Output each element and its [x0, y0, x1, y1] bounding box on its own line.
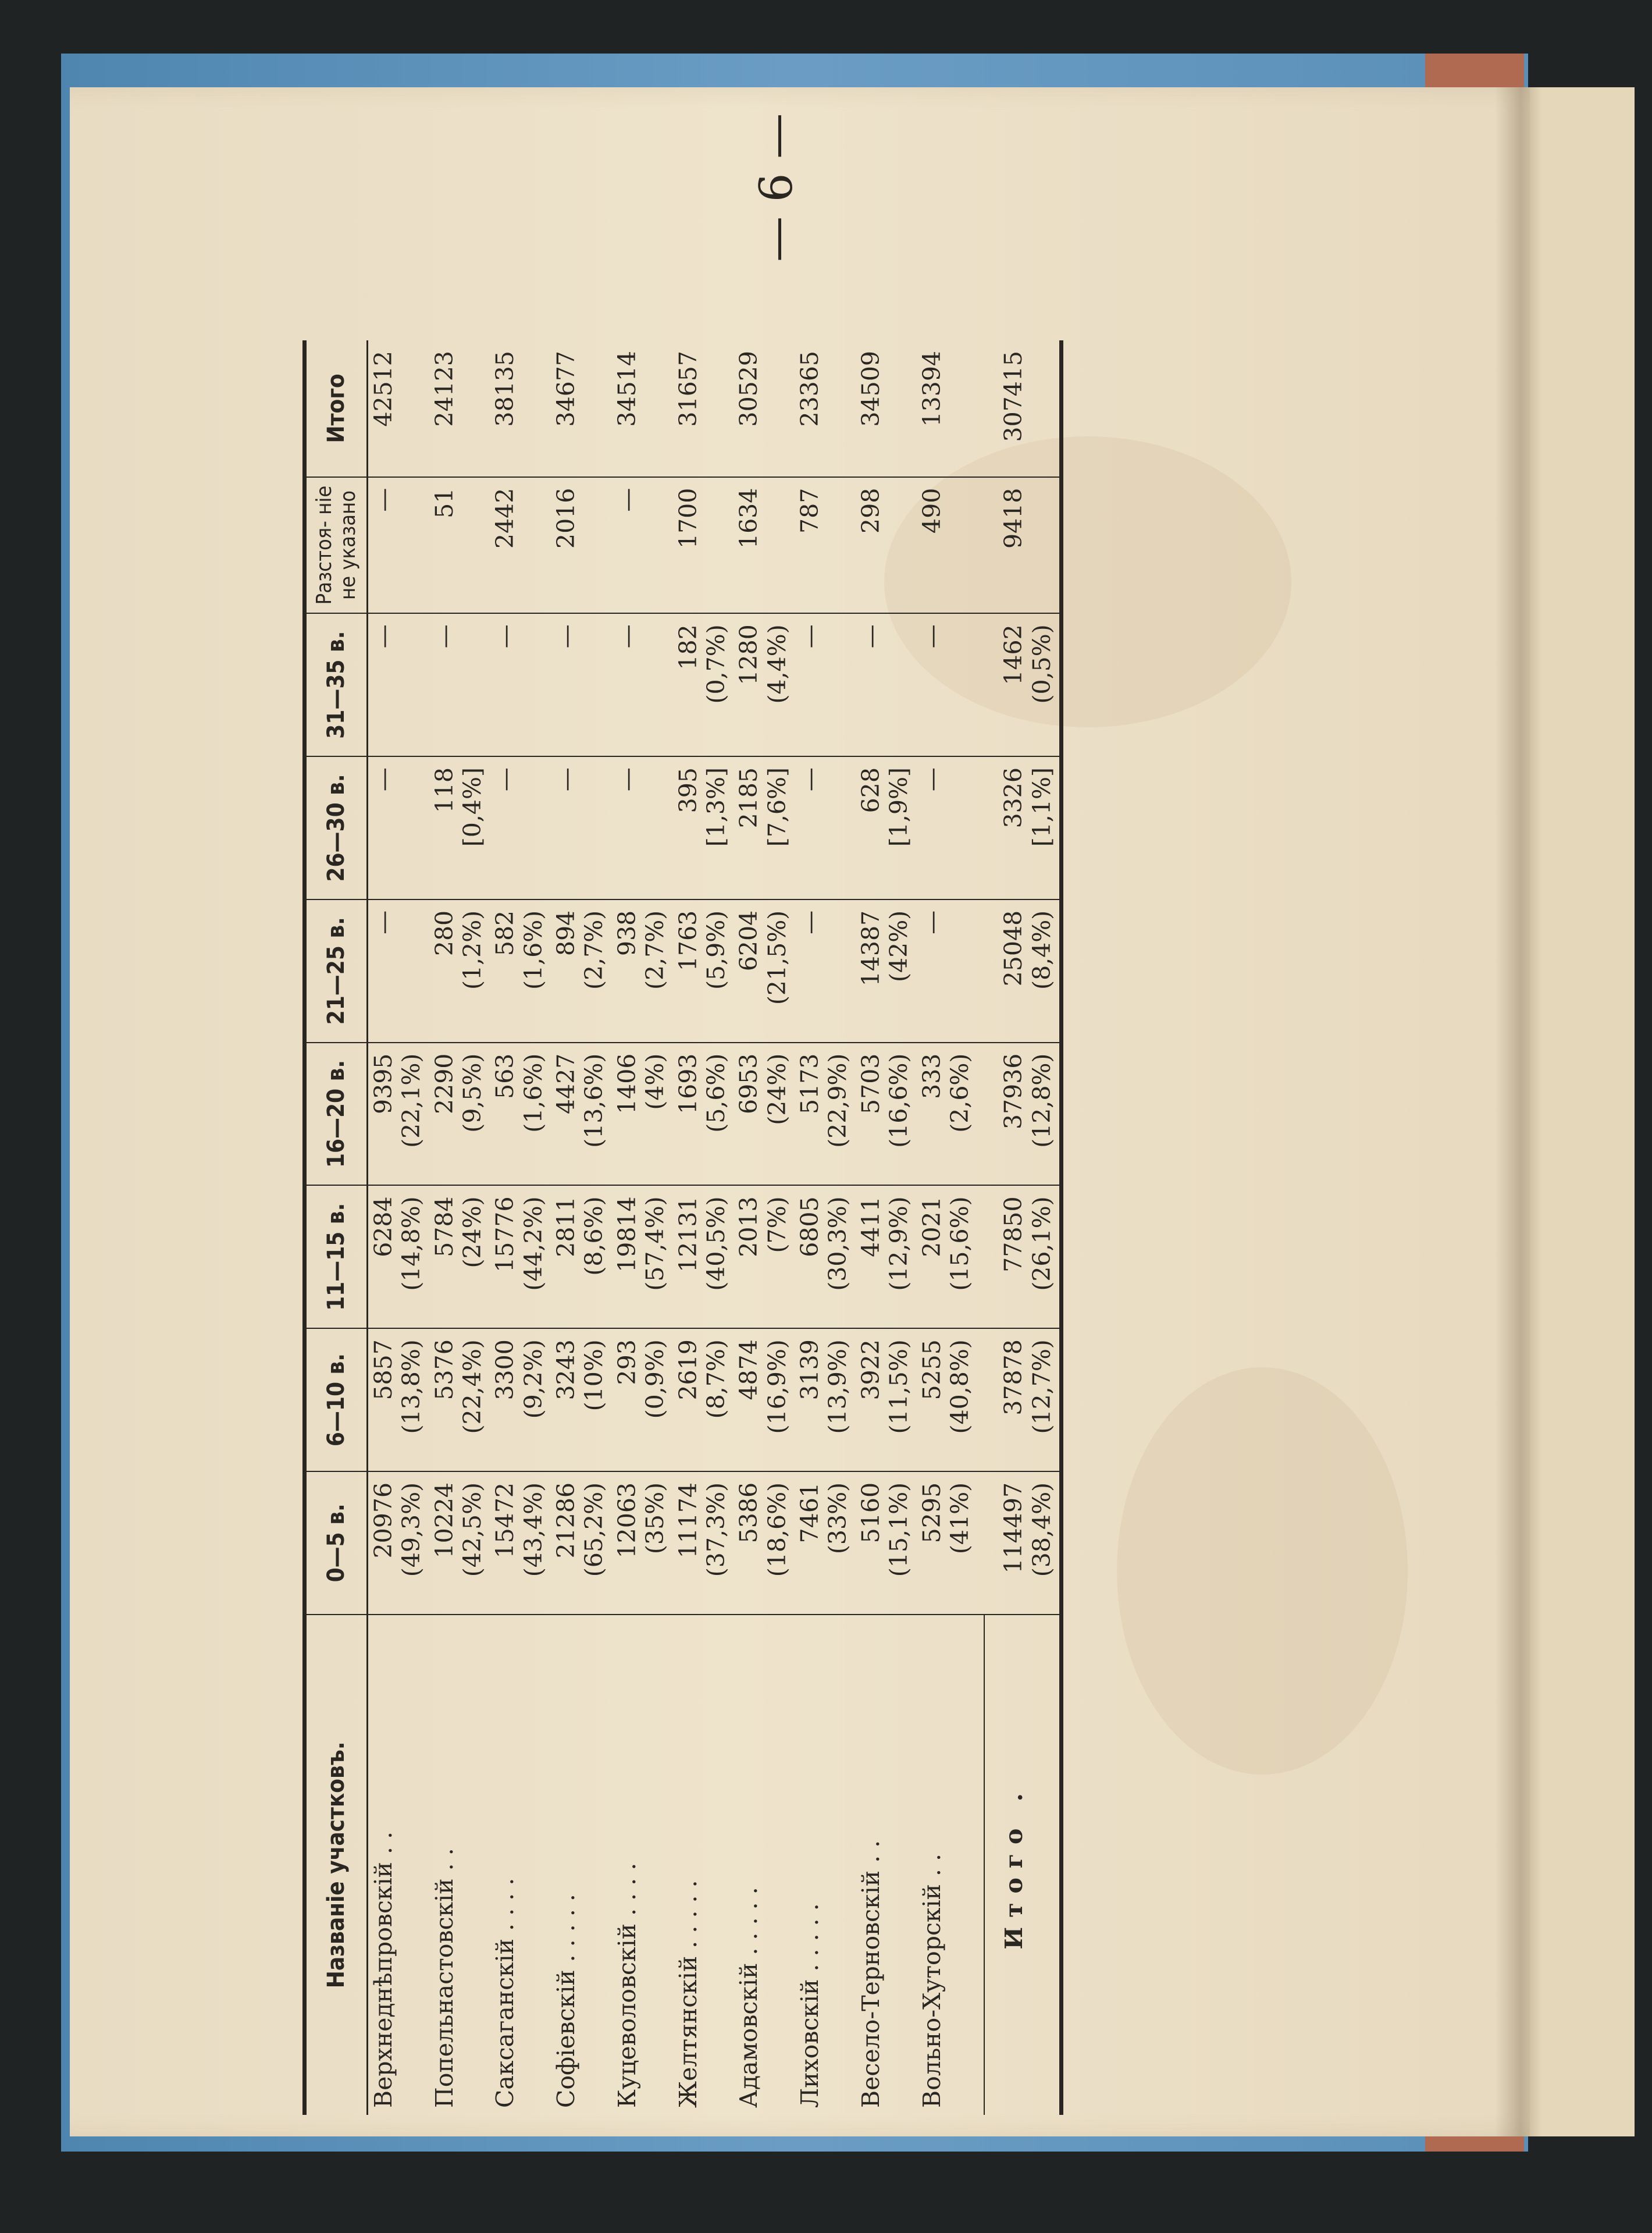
range-cell: [429, 1043, 490, 1186]
cell-value: 3300: [491, 1339, 519, 1400]
cell-percent: (15,6%): [945, 1196, 974, 1291]
range-cell: [367, 1471, 429, 1615]
table-row: [673, 340, 734, 2115]
header-range-5: 21—25 в.: [305, 899, 368, 1043]
unknown-cell: 787: [795, 477, 856, 614]
header-unknown: Разстоя- ніе не указано: [305, 477, 368, 614]
cell-value: —: [430, 624, 458, 649]
cell-value: 3139: [796, 1339, 824, 1400]
cell-value: —: [917, 624, 946, 649]
range-cell: [490, 1328, 551, 1471]
cell-value: 6953: [735, 1053, 763, 1114]
range-total-cell: [984, 1471, 1059, 1615]
unknown-cell: 298: [856, 477, 917, 614]
range-cell: [673, 613, 734, 756]
total-cell: 30529: [734, 340, 795, 477]
range-total-cell: [984, 1043, 1059, 1186]
range-cell: [673, 1328, 734, 1471]
district-name: Адамовскій . . . . .: [735, 1887, 763, 2108]
cell-value: 10224: [430, 1482, 458, 1559]
cell-value: 12063: [613, 1482, 641, 1559]
unknown-total-cell: 9418: [984, 477, 1059, 614]
header-range-4: 16—20 в.: [305, 1043, 368, 1186]
total-cell: 42512: [367, 340, 429, 477]
cell-value: 628: [856, 767, 885, 813]
table-bottom-rule: [1059, 340, 1063, 2115]
total-cell: 34514: [612, 340, 673, 477]
cell-percent: [7,6%]: [763, 767, 791, 847]
cell-value: 1693: [674, 1053, 702, 1114]
cell-value: 2021: [917, 1196, 946, 1257]
unknown-cell: 1634: [734, 477, 795, 614]
cell-value: 5295: [917, 1482, 946, 1544]
cell-value: 4874: [735, 1339, 763, 1400]
cell-value: 5255: [917, 1339, 946, 1400]
cell-value: 5386: [735, 1482, 763, 1544]
table-row: [367, 340, 429, 2115]
cell-percent: (12,8%): [1027, 1053, 1056, 1148]
range-cell: [917, 1471, 985, 1615]
range-cell: [551, 899, 612, 1043]
range-cell: [673, 756, 734, 899]
table-row: [551, 340, 612, 2115]
range-cell: [917, 613, 985, 756]
cell-percent: (5,6%): [702, 1053, 730, 1133]
district-name: Лиховскій . . . . .: [796, 1903, 824, 2108]
cell-percent: (38,4%): [1027, 1482, 1056, 1577]
cell-value: —: [917, 767, 946, 792]
range-cell: [856, 756, 917, 899]
cell-value: 37878: [999, 1339, 1028, 1416]
cell-value: —: [369, 624, 397, 649]
table-row: [612, 340, 673, 2115]
range-cell: [795, 1043, 856, 1186]
cell-percent: (4,4%): [763, 624, 791, 704]
cell-value: 37936: [999, 1053, 1028, 1130]
cell-percent: (21,5%): [763, 910, 791, 1005]
range-cell: [734, 1043, 795, 1186]
range-cell: [856, 899, 917, 1043]
range-cell: [429, 613, 490, 756]
range-cell: [795, 1471, 856, 1615]
header-total: Итого: [305, 340, 368, 477]
unknown-cell: 2442: [490, 477, 551, 614]
range-total-cell: [984, 899, 1059, 1043]
total-cell: 34509: [856, 340, 917, 477]
range-cell: [795, 613, 856, 756]
cell-value: 293: [613, 1339, 641, 1385]
range-cell: [490, 1471, 551, 1615]
cell-percent: (24%): [763, 1053, 791, 1125]
cell-value: 7461: [796, 1482, 824, 1544]
cell-percent: (22,9%): [824, 1053, 852, 1148]
header-range-2: 6—10 в.: [305, 1328, 368, 1471]
cell-value: 1462: [999, 624, 1028, 685]
range-total-cell: [984, 1185, 1059, 1328]
range-cell: [856, 1328, 917, 1471]
range-cell: [734, 1328, 795, 1471]
district-name: Верхнеднѣпровскій . .: [369, 1831, 397, 2108]
range-cell: [917, 899, 985, 1043]
cell-value: 1763: [674, 910, 702, 972]
range-total-cell: [984, 613, 1059, 756]
unknown-cell: 2016: [551, 477, 612, 614]
cell-percent: (18,6%): [763, 1482, 791, 1577]
cell-value: 938: [613, 910, 641, 957]
total-cell: 34677: [551, 340, 612, 477]
cell-percent: (10%): [580, 1339, 608, 1411]
cell-value: 77850: [999, 1196, 1028, 1272]
cell-percent: (12,9%): [885, 1196, 913, 1291]
cell-value: —: [552, 624, 581, 649]
cell-percent: (8,4%): [1027, 910, 1056, 990]
header-range-1: 0—5 в.: [305, 1471, 368, 1615]
cell-value: 2290: [430, 1053, 458, 1114]
cell-value: 582: [491, 910, 519, 957]
total-cell: 31657: [673, 340, 734, 477]
range-cell: [612, 899, 673, 1043]
cell-percent: (14,8%): [397, 1196, 426, 1291]
cell-value: 5857: [369, 1339, 397, 1400]
table-row: [734, 340, 795, 2115]
range-cell: [429, 1328, 490, 1471]
range-cell: [612, 1185, 673, 1328]
cell-value: 114497: [999, 1482, 1028, 1574]
cell-value: 2619: [674, 1339, 702, 1400]
cell-value: 9395: [369, 1053, 397, 1114]
district-name: Весело-Терновскій . .: [856, 1840, 885, 2108]
cell-value: 118: [430, 767, 458, 813]
cell-value: 5160: [856, 1482, 885, 1544]
total-cell: 38135: [490, 340, 551, 477]
cell-percent: (40,8%): [945, 1339, 974, 1434]
range-cell: [673, 1043, 734, 1186]
cell-value: 395: [674, 767, 702, 813]
cell-percent: (8,7%): [702, 1339, 730, 1419]
range-cell: [917, 1043, 985, 1186]
cell-value: 3243: [552, 1339, 581, 1400]
district-name: Саксаганскій . . . .: [491, 1878, 519, 2108]
cell-percent: (0,9%): [641, 1339, 670, 1419]
district-name: Куцеволовскій . . . .: [613, 1862, 641, 2108]
cell-value: 6204: [735, 910, 763, 972]
total-cell: 24123: [429, 340, 490, 477]
cell-percent: (43,4%): [519, 1482, 547, 1577]
cell-percent: (13,8%): [397, 1339, 426, 1434]
range-cell: [367, 613, 429, 756]
cell-value: 894: [552, 910, 581, 957]
cell-percent: (8,6%): [580, 1196, 608, 1276]
cell-value: 2013: [735, 1196, 763, 1257]
range-cell: [367, 899, 429, 1043]
range-cell: [612, 1328, 673, 1471]
table-header-row: [305, 340, 368, 2115]
range-cell: [917, 1328, 985, 1471]
total-label: Итого .: [984, 1615, 1059, 2115]
total-cell: 23365: [795, 340, 856, 477]
cell-value: 15472: [491, 1482, 519, 1559]
cell-percent: (16,6%): [885, 1053, 913, 1148]
range-cell: [734, 756, 795, 899]
range-cell: [490, 1185, 551, 1328]
cell-value: 12131: [674, 1196, 702, 1272]
cell-percent: [1,9%]: [885, 767, 913, 847]
range-cell: [551, 756, 612, 899]
cell-percent: (9,2%): [519, 1339, 547, 1419]
cell-percent: (2,7%): [580, 910, 608, 990]
header-range-7: 31—35 в.: [305, 613, 368, 756]
range-cell: [551, 613, 612, 756]
cell-value: —: [796, 767, 824, 792]
cell-percent: (13,6%): [580, 1053, 608, 1148]
cell-percent: (22,4%): [458, 1339, 486, 1434]
cell-percent: (41%): [945, 1482, 974, 1555]
range-total-cell: [984, 756, 1059, 899]
cell-value: 1280: [735, 624, 763, 685]
cell-percent: (4%): [641, 1053, 670, 1110]
cell-value: 20976: [369, 1482, 397, 1559]
range-cell: [490, 756, 551, 899]
cell-percent: (35%): [641, 1482, 670, 1555]
cell-value: 21286: [552, 1482, 581, 1559]
range-cell: [490, 613, 551, 756]
unknown-cell: —: [367, 477, 429, 614]
cell-value: 5173: [796, 1053, 824, 1114]
range-cell: [429, 756, 490, 899]
cell-value: 15776: [491, 1196, 519, 1272]
range-cell: [490, 1043, 551, 1186]
range-cell: [612, 1043, 673, 1186]
cell-percent: (1,6%): [519, 1053, 547, 1133]
cell-percent: (16,9%): [763, 1339, 791, 1434]
cell-value: 182: [674, 624, 702, 670]
district-name: Попельнастовскій . .: [430, 1848, 458, 2108]
grand-total-cell: 307415: [984, 340, 1059, 477]
range-cell: [367, 756, 429, 899]
cell-value: —: [369, 910, 397, 934]
range-cell: [795, 756, 856, 899]
cell-percent: (1,2%): [458, 910, 486, 990]
cell-value: 3326: [999, 767, 1028, 829]
range-cell: [795, 1185, 856, 1328]
cell-value: 1406: [613, 1053, 641, 1114]
cell-value: 333: [917, 1053, 946, 1099]
unknown-cell: 1700: [673, 477, 734, 614]
range-cell: [795, 899, 856, 1043]
cell-percent: (12,7%): [1027, 1339, 1056, 1434]
district-name: Желтянскій . . . . .: [674, 1880, 702, 2108]
cell-value: —: [552, 767, 581, 792]
cell-percent: (13,9%): [824, 1339, 852, 1434]
cell-value: 6805: [796, 1196, 824, 1257]
cell-percent: (40,5%): [702, 1196, 730, 1291]
cell-value: 4427: [552, 1053, 581, 1114]
range-cell: [367, 1328, 429, 1471]
header-range-6: 26—30 в.: [305, 756, 368, 899]
range-cell: [673, 899, 734, 1043]
range-cell: [856, 1185, 917, 1328]
cell-value: —: [369, 767, 397, 792]
cell-percent: (2,7%): [641, 910, 670, 990]
range-cell: [612, 756, 673, 899]
facing-page: [1530, 87, 1635, 2136]
cell-percent: (26,1%): [1027, 1196, 1056, 1291]
cell-percent: (42,5%): [458, 1482, 486, 1577]
cell-percent: (1,6%): [519, 910, 547, 990]
cell-value: 5784: [430, 1196, 458, 1257]
table-row: [429, 340, 490, 2115]
total-cell: 13394: [917, 340, 985, 477]
range-cell: [673, 1185, 734, 1328]
cell-value: 563: [491, 1053, 519, 1099]
cell-percent: [1,3%]: [702, 767, 730, 847]
table-row: [917, 340, 985, 2115]
cell-value: —: [613, 624, 641, 649]
cell-percent: (37,3%): [702, 1482, 730, 1577]
range-cell: [429, 899, 490, 1043]
unknown-cell: 51: [429, 477, 490, 614]
cell-value: —: [796, 624, 824, 649]
rotated-content: [302, 340, 1402, 2115]
cell-value: 14387: [856, 910, 885, 987]
total-row: [984, 340, 1059, 2115]
range-cell: [673, 1471, 734, 1615]
range-cell: [551, 1328, 612, 1471]
cell-value: —: [917, 910, 946, 934]
district-name: Вольно-Хуторскій . .: [917, 1853, 946, 2108]
cell-percent: (9,5%): [458, 1053, 486, 1133]
cell-percent: (22,1%): [397, 1053, 426, 1148]
header-name: Названіе участковъ.: [322, 1741, 350, 1989]
cell-value: 19814: [613, 1196, 641, 1272]
range-cell: [856, 1043, 917, 1186]
distance-stats-table: [302, 340, 1059, 2115]
range-cell: [612, 1471, 673, 1615]
range-cell: [917, 1185, 985, 1328]
cell-value: 5376: [430, 1339, 458, 1400]
cell-value: 25048: [999, 910, 1028, 987]
range-cell: [490, 899, 551, 1043]
range-cell: [551, 1471, 612, 1615]
cell-percent: (2,6%): [945, 1053, 974, 1133]
cell-value: 11174: [674, 1482, 702, 1559]
range-cell: [734, 899, 795, 1043]
cell-percent: (65,2%): [580, 1482, 608, 1577]
cell-percent: (42%): [885, 910, 913, 982]
unknown-cell: 490: [917, 477, 985, 614]
cell-value: 4411: [856, 1196, 885, 1257]
cell-value: —: [613, 767, 641, 792]
cell-percent: (7%): [763, 1196, 791, 1253]
page-gutter: [1495, 87, 1541, 2136]
cell-percent: [1,1%]: [1027, 767, 1056, 847]
cell-percent: (24%): [458, 1196, 486, 1268]
cell-value: —: [856, 624, 885, 649]
range-cell: [734, 613, 795, 756]
cell-value: 2185: [735, 767, 763, 829]
range-cell: [795, 1328, 856, 1471]
district-name: Софіевскій . . . . .: [552, 1894, 581, 2108]
page-number: — 6 —: [750, 113, 803, 262]
cell-value: 3922: [856, 1339, 885, 1400]
cell-percent: (30,3%): [824, 1196, 852, 1291]
range-cell: [367, 1043, 429, 1186]
cell-percent: (15,1%): [885, 1482, 913, 1577]
cell-percent: (0,7%): [702, 624, 730, 704]
header-range-3: 11—15 в.: [305, 1185, 368, 1328]
range-total-cell: [984, 1328, 1059, 1471]
range-cell: [734, 1185, 795, 1328]
range-cell: [612, 613, 673, 756]
range-cell: [429, 1471, 490, 1615]
range-cell: [429, 1185, 490, 1328]
range-cell: [367, 1185, 429, 1328]
range-cell: [734, 1471, 795, 1615]
table-row: [490, 340, 551, 2115]
cell-value: 2811: [552, 1196, 581, 1257]
cell-value: 280: [430, 910, 458, 957]
cell-value: —: [491, 767, 519, 792]
table-row: [795, 340, 856, 2115]
cell-value: 6284: [369, 1196, 397, 1257]
unknown-cell: —: [612, 477, 673, 614]
cell-percent: (49,3%): [397, 1482, 426, 1577]
table-row: [856, 340, 917, 2115]
range-cell: [917, 756, 985, 899]
cell-percent: (11,5%): [885, 1339, 913, 1434]
range-cell: [856, 1471, 917, 1615]
range-cell: [551, 1185, 612, 1328]
cell-percent: (33%): [824, 1482, 852, 1555]
cell-value: —: [796, 910, 824, 934]
cell-value: 5703: [856, 1053, 885, 1114]
cell-percent: (5,9%): [702, 910, 730, 990]
cell-percent: (57,4%): [641, 1196, 670, 1291]
cell-value: —: [491, 624, 519, 649]
cell-percent: [0,4%]: [458, 767, 486, 847]
cell-percent: (44,2%): [519, 1196, 547, 1291]
cell-percent: (0,5%): [1027, 624, 1056, 704]
range-cell: [856, 613, 917, 756]
range-cell: [551, 1043, 612, 1186]
